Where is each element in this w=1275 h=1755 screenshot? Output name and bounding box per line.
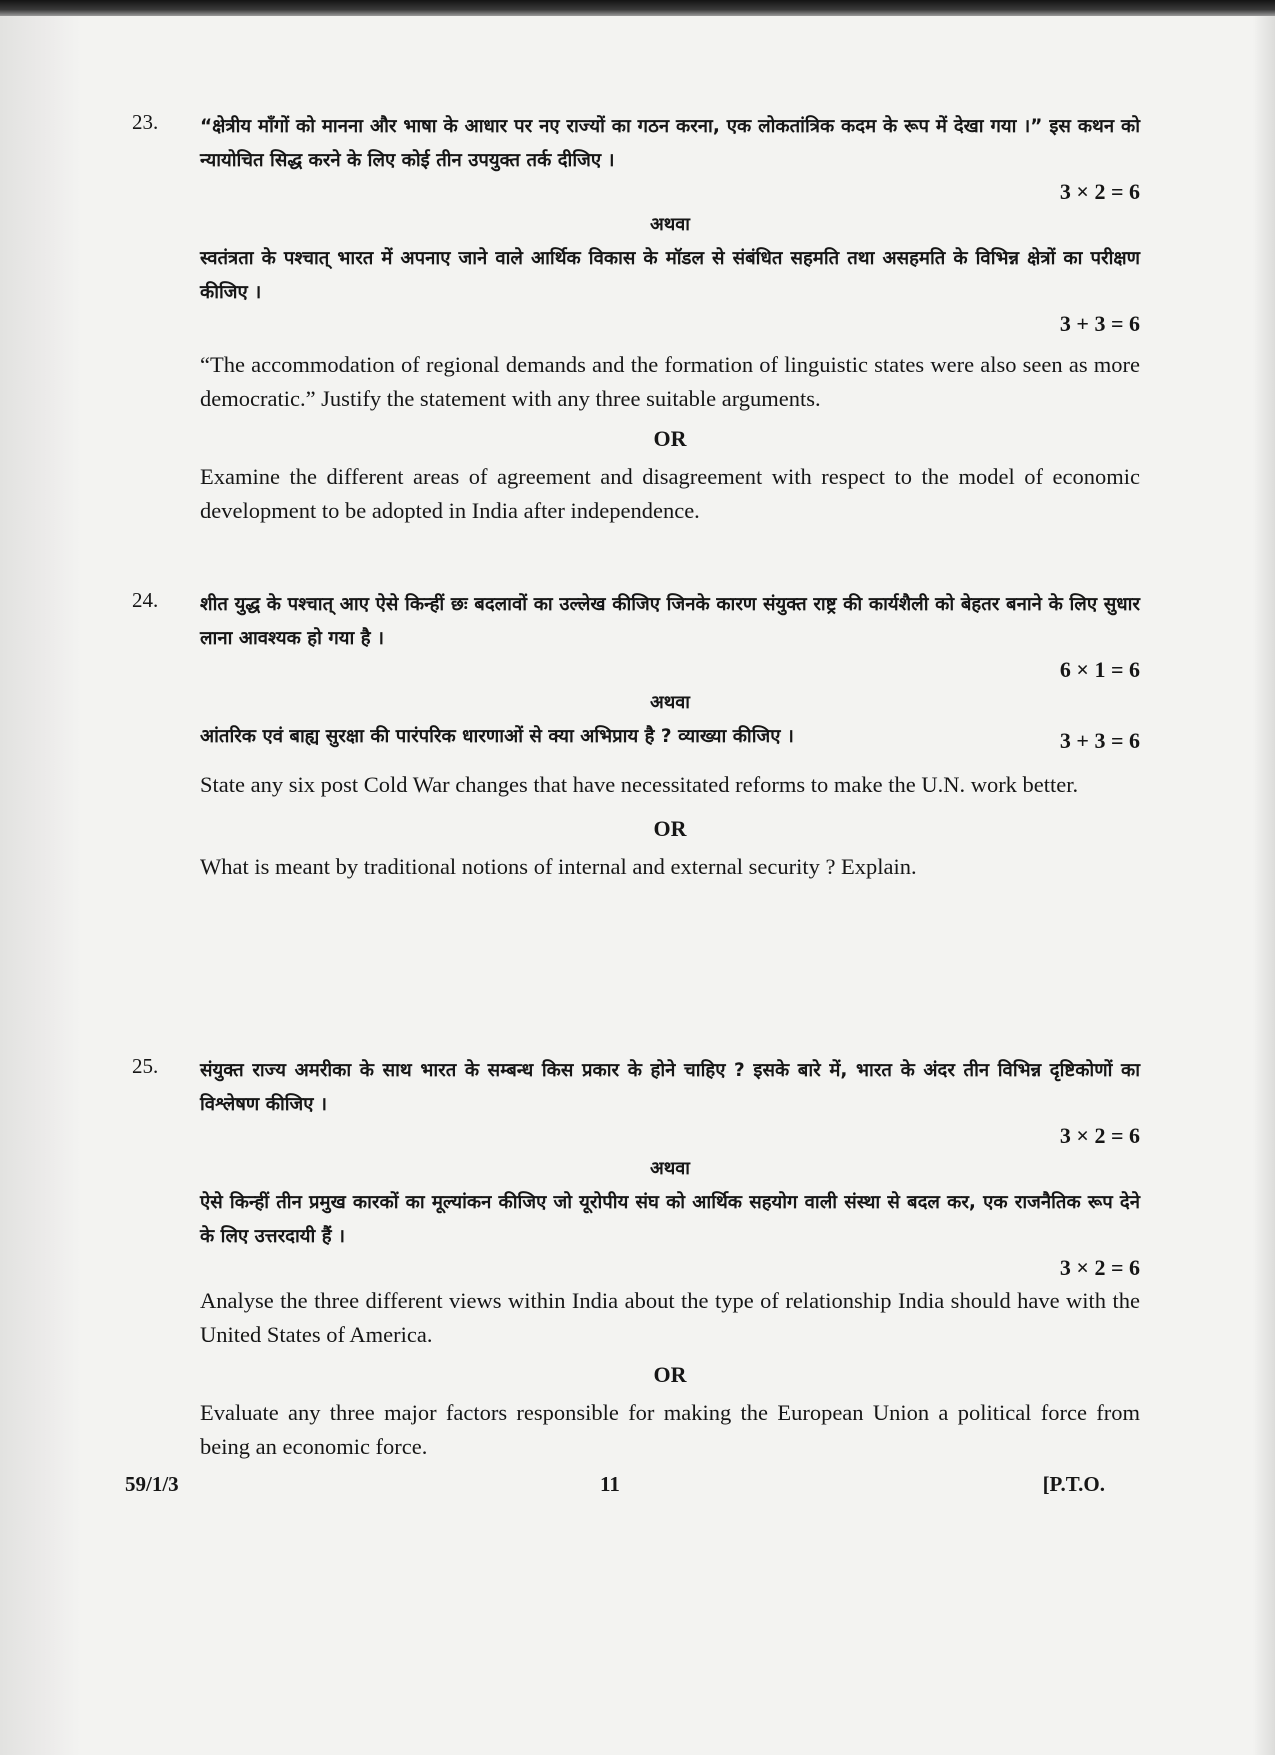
english-question: “The accommodation of regional demands and the formation of linguistic states were also seen as more democratic.” Justify the statement with any three suitable arguments. xyxy=(200,352,1140,411)
english-question: Analyse the three different views within India about the type of relationship India should have with the United States of America. xyxy=(200,1288,1140,1347)
question-number: 25. xyxy=(132,1054,159,1078)
marks: 6 × 1 = 6 xyxy=(1059,657,1140,682)
hindi-question: “क्षेत्रीय माँगों को मानना और भाषा के आधार पर नए राज्यों का गठन करना, एक लोकतांत्रिक कदम के रूप में देखा गया ।” इस कथन को न्यायोचित सिद्ध करने के लिए कोई तीन उपयुक्त तर्क दीजिए । xyxy=(200,116,1140,171)
hindi-or-label: अथवा xyxy=(650,1158,690,1179)
question-body xyxy=(200,110,1140,528)
question-body xyxy=(200,1054,1140,1464)
marks: 3 + 3 = 6 xyxy=(1059,728,1140,753)
marks: 3 + 3 = 6 xyxy=(1059,311,1140,336)
hindi-alternative-question: स्वतंत्रता के पश्चात् भारत में अपनाए जाने वाले आर्थिक विकास के मॉडल से संबंधित सहमति तथा असहमति के विभिन्न क्षेत्रों का परीक्षण कीजिए । xyxy=(200,248,1140,303)
hindi-alternative-line xyxy=(200,720,1140,754)
english-alternative-question: What is meant by traditional notions of internal and external security ? Explain. xyxy=(200,854,917,879)
hindi-alternative-question: ऐसे किन्हीं तीन प्रमुख कारकों का मूल्यांकन कीजिए जो यूरोपीय संघ को आर्थिक सहयोग वाली संस्था से बदल कर, एक राजनैतिक रूप देने के लिए उत्तरदायी हैं । xyxy=(200,1192,1140,1247)
hindi-or-label: अथवा xyxy=(650,692,690,713)
marks: 3 × 2 = 6 xyxy=(1059,1123,1140,1148)
hindi-alternative-question: आंतरिक एवं बाह्य सुरक्षा की पारंपरिक धारणाओं से क्या अभिप्राय है ? व्याख्या कीजिए । xyxy=(200,726,794,747)
pto-label: [P.T.O. xyxy=(1042,1472,1105,1496)
english-or-label: OR xyxy=(653,816,687,841)
question-number: 23. xyxy=(132,110,159,134)
page-footer xyxy=(125,1472,1105,1502)
english-alternative-question: Examine the different areas of agreement and disagreement with respect to the model of economic development to be adopted in India after independence. xyxy=(200,464,1140,523)
hindi-question: शीत युद्ध के पश्चात् आए ऐसे किन्हीं छः बदलावों का उल्लेख कीजिए जिनके कारण संयुक्त राष्ट्र की कार्यशैली को बेहतर बनाने के लिए सुधार लाना आवश्यक हो गया है । xyxy=(200,594,1140,649)
english-alternative-question: Evaluate any three major factors responsible for making the European Union a political force from being an economic force. xyxy=(200,1400,1140,1459)
hindi-question: संयुक्त राज्य अमरीका के साथ भारत के सम्बन्ध किस प्रकार के होने चाहिए ? इसके बारे में, भारत के अंदर तीन विभिन्न दृष्टिकोणों का विश्लेषण कीजिए । xyxy=(200,1060,1140,1115)
question-number: 24. xyxy=(132,588,159,612)
english-or-label: OR xyxy=(653,426,687,451)
question-body xyxy=(200,588,1140,884)
english-question: State any six post Cold War changes that have necessitated reforms to make the U.N. work better. xyxy=(200,772,1079,797)
hindi-or-label: अथवा xyxy=(650,214,690,235)
marks: 3 × 2 = 6 xyxy=(1059,179,1140,204)
english-or-label: OR xyxy=(653,1362,687,1387)
marks: 3 × 2 = 6 xyxy=(1059,1255,1140,1280)
paper-code: 59/1/3 xyxy=(125,1472,179,1496)
page-number: 11 xyxy=(600,1472,620,1496)
